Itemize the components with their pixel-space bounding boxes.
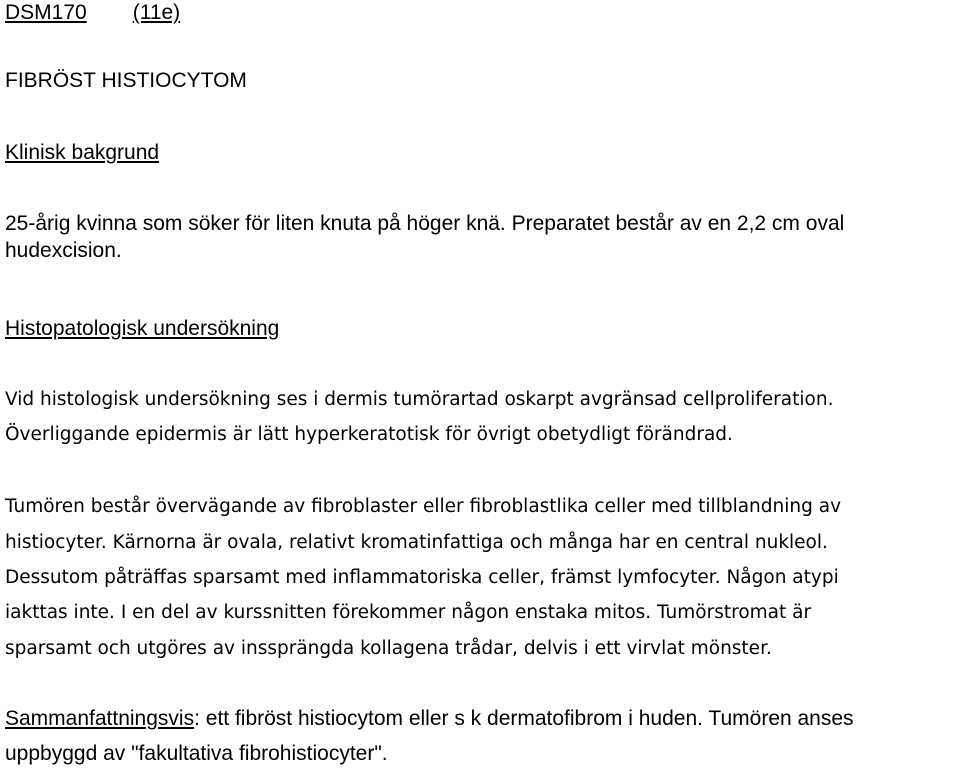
histo-text-line: Vid histologisk undersökning ses i dermis tumörartad oskarpt avgränsad cellproliferation.: [5, 389, 834, 410]
histo-text-line: Tumören består övervägande av fibroblaster eller fibroblastlika celler med tillblandning av: [5, 496, 842, 517]
heading-histopathology: Histopatologisk undersökning: [5, 317, 280, 340]
document-title: FIBRÖST HISTIOCYTOM: [5, 69, 247, 92]
histo-text-line: histiocyter. Kärnorna är ovala, relativt kromatinfattiga och många har en central nukleol.: [5, 532, 828, 553]
summary-text: : ett fibröst histiocytom eller s k dermatofibrom i huden. Tumören anses: [194, 707, 854, 730]
clinical-text-line: 25-årig kvinna som söker för liten knuta på höger knä. Preparatet består av en 2,2 cm oval: [5, 212, 845, 235]
summary-label: Sammanfattningsvis: [5, 707, 195, 730]
specimen-number: (11e): [132, 1, 181, 24]
clinical-text-line: hudexcision.: [5, 239, 122, 262]
histo-text-line: iakttas inte. I en del av kurssnitten förekommer någon enstaka mitos. Tumörstromat är: [5, 602, 812, 623]
histo-text-line: Dessutom påträffas sparsamt med inflammatoriska celler, främst lymfocyter. Någon atypi: [5, 567, 839, 588]
heading-clinical-background: Klinisk bakgrund: [5, 141, 160, 164]
histo-text-line: sparsamt och utgöres av inssprängda kollagena trådar, delvis i ett virvlat mönster.: [5, 638, 772, 659]
document-header: [5, 0, 180, 26]
summary-line: [5, 706, 854, 732]
histo-text-line: Överliggande epidermis är lätt hyperkeratotisk för övrigt obetydligt förändrad.: [5, 424, 733, 445]
specimen-code: DSM170: [5, 1, 87, 24]
summary-line-2: uppbyggd av "fakultativa fibrohistiocyter".: [5, 742, 388, 765]
